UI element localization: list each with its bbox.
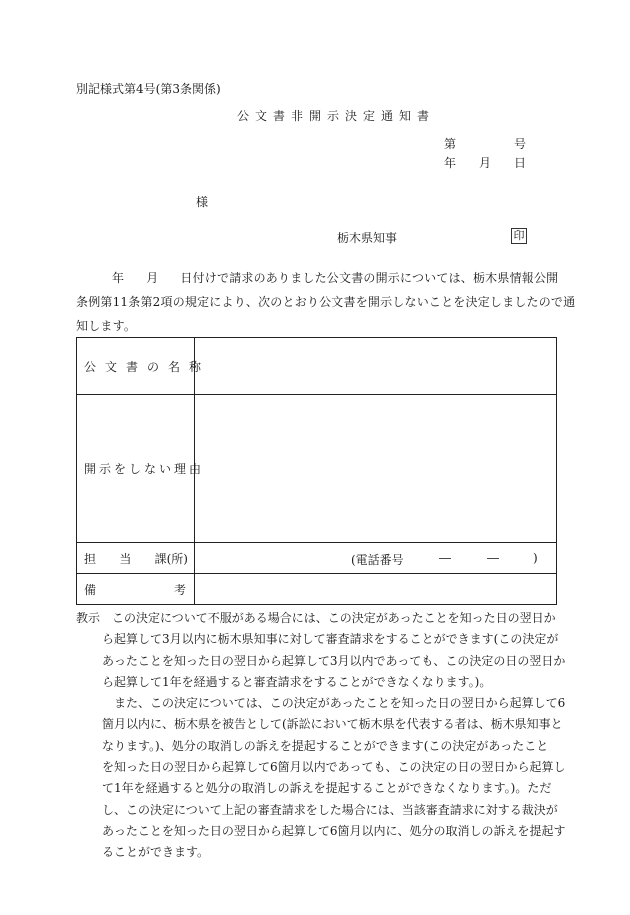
label-department [77, 543, 195, 574]
body-line-1 [76, 266, 559, 290]
row-reason [77, 395, 557, 543]
body-year: 年 [112, 271, 125, 285]
phone-open: (電話番号 [351, 553, 404, 567]
body-paragraph [76, 266, 576, 338]
notice-line: 箇月以内に、栃木県を被告として(訴訟において栃木県を代表する者は、栃木県知事と [102, 717, 563, 732]
label-dept-c: 課(所) [154, 551, 188, 566]
phone-dash-1: ― [439, 551, 451, 565]
body-month: 月 [146, 271, 159, 285]
row-document-name [77, 338, 557, 395]
date-day: 日 [514, 156, 527, 170]
notice-line: て1年を経過すると処分の取消しの訴えを提起することができなくなります。)。ただ [102, 781, 552, 796]
notice-line: ることができます。 [102, 845, 210, 860]
value-document-name[interactable] [195, 338, 557, 395]
notice-line: ら起算して3月以内に栃木県知事に対して審査請求をすることができます(この決定が [102, 632, 559, 647]
date-month: 月 [479, 156, 492, 170]
addressee-suffix: 様 [196, 195, 209, 209]
notice-line: また、この決定については、この決定があったことを知った日の翌日から起算して6 [114, 696, 566, 711]
notice-line: し、この決定について上記の審査請求をした場合には、当該審査請求に対する裁決が [102, 802, 558, 817]
label-dept-a: 担 [84, 551, 97, 566]
issue-date-line [444, 154, 528, 170]
notice-line: 教示 この決定について不服がある場合には、この決定があったことを知った日の翌日か [76, 611, 556, 625]
row-remarks [77, 574, 557, 605]
label-reason: 開示をしない理由 [77, 395, 195, 543]
label-remarks-a: 備 [84, 582, 97, 597]
number-suffix: 号 [514, 137, 527, 151]
issuer-name: 栃木県知事 [337, 231, 398, 245]
phone-dash-2: ― [487, 551, 499, 565]
label-remarks [77, 574, 195, 605]
notice-line: を知った日の翌日から起算して6箇月以内であっても、この決定の日の翌日から起算し [102, 760, 566, 775]
form-reference: 別記様式第4号(第3条関係) [76, 82, 221, 96]
document-number-line [444, 135, 528, 151]
notice-line: あったことを知った日の翌日から起算して3月以内であっても、この決定の日の翌日か [102, 653, 566, 668]
number-prefix: 第 [444, 137, 457, 151]
body-line-1-text: 日付けで請求のありました公文書の開示については、栃木県情報公開 [180, 271, 559, 285]
notice-line: なります。)、処分の取消しの訴えを提起することができます(この決定があったこと [102, 738, 549, 753]
seal-mark: 印 [511, 228, 527, 244]
value-reason[interactable] [195, 395, 557, 543]
date-year: 年 [444, 156, 457, 170]
document-title: 公文書非開示決定通知書 [237, 109, 436, 123]
phone-number-field [195, 543, 556, 573]
appeal-notice [76, 608, 566, 864]
phone-close: ) [533, 551, 538, 565]
notice-line: あったことを知った日の翌日から起算して6箇月以内に、処分の取消しの訴えを提起す [102, 823, 566, 838]
body-line-3: 知します。 [76, 319, 137, 333]
details-table [76, 337, 557, 605]
row-department [77, 543, 557, 574]
body-line-2: 条例第11条第2項の規定により、次のとおり公文書を開示しないことを決定しましたので通 [76, 295, 576, 309]
notice-line: ら起算して1年を経過すると審査請求をすることができなくなります。)。 [102, 674, 492, 689]
label-dept-b: 当 [119, 551, 132, 566]
label-document-name: 公文書の名称 [77, 338, 195, 395]
value-remarks[interactable] [195, 574, 557, 605]
value-department[interactable] [195, 543, 557, 574]
label-remarks-b: 考 [173, 582, 186, 597]
